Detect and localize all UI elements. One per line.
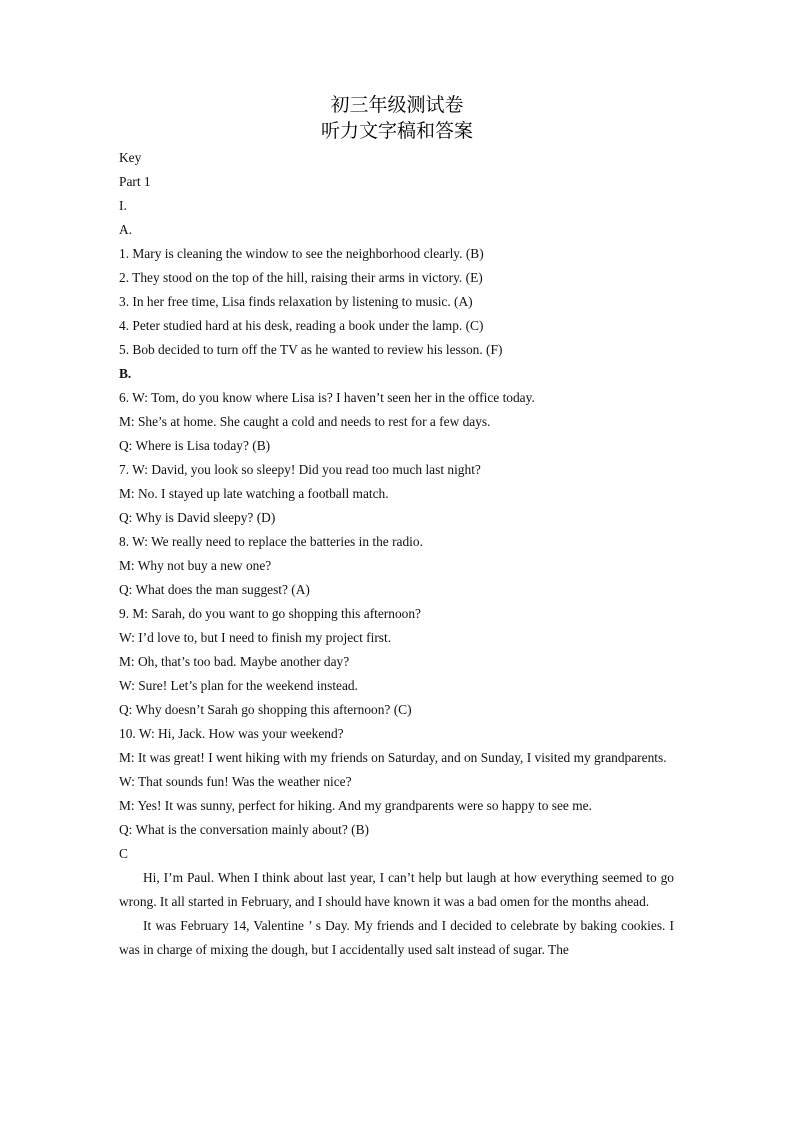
passage-paragraph-1: Hi, I’m Paul. When I think about last year, I can’t help but laugh at how everything seemed to go wrong. It all started in February, and I should have known it was a bad omen for the months ahead. — [119, 870, 674, 909]
answer-item-1: 1. Mary is cleaning the window to see the neighborhood clearly. (B) — [119, 246, 484, 261]
dialogue-line: 10. W: Hi, Jack. How was your weekend? — [119, 726, 344, 741]
answer-item-5: 5. Bob decided to turn off the TV as he wanted to review his lesson. (F) — [119, 342, 503, 357]
dialogue-line: M: She’s at home. She caught a cold and needs to rest for a few days. — [119, 414, 491, 429]
dialogue-question: Q: Why is David sleepy? (D) — [119, 510, 276, 525]
answer-item-4: 4. Peter studied hard at his desk, reading a book under the lamp. (C) — [119, 318, 484, 333]
dialogue-line-wrapped: M: It was great! I went hiking with my friends on Saturday, and on Sunday, I visited my grandparents. — [119, 750, 667, 765]
part-label: Part 1 — [119, 174, 151, 189]
document-body — [119, 146, 674, 962]
section-c-label: C — [119, 846, 128, 861]
dialogue-line: M: Yes! It was sunny, perfect for hiking. And my grandparents were so happy to see me. — [119, 798, 592, 813]
dialogue-line: 8. W: We really need to replace the batteries in the radio. — [119, 534, 423, 549]
dialogue-line: M: Why not buy a new one? — [119, 558, 272, 573]
document-title — [0, 92, 794, 144]
title-line-1: 初三年级测试卷 — [330, 94, 464, 116]
dialogue-question: Q: Where is Lisa today? (B) — [119, 438, 271, 453]
dialogue-question: Q: Why doesn’t Sarah go shopping this afternoon? (C) — [119, 702, 412, 717]
answer-item-3: 3. In her free time, Lisa finds relaxation by listening to music. (A) — [119, 294, 473, 309]
dialogue-line: M: No. I stayed up late watching a football match. — [119, 486, 389, 501]
dialogue-line: 7. W: David, you look so sleepy! Did you read too much last night? — [119, 462, 481, 477]
dialogue-question: Q: What does the man suggest? (A) — [119, 582, 310, 597]
dialogue-line: W: That sounds fun! Was the weather nice? — [119, 774, 352, 789]
key-label: Key — [119, 150, 142, 165]
dialogue-line: W: I’d love to, but I need to finish my project first. — [119, 630, 392, 645]
dialogue-line: 6. W: Tom, do you know where Lisa is? I haven’t seen her in the office today. — [119, 390, 535, 405]
section-i-label: I. — [119, 198, 127, 213]
title-line-2: 听力文字稿和答案 — [320, 120, 473, 142]
dialogue-line: 9. M: Sarah, do you want to go shopping this afternoon? — [119, 606, 421, 621]
dialogue-line: W: Sure! Let’s plan for the weekend instead. — [119, 678, 358, 693]
passage-paragraph-2: It was February 14, Valentine ’ s Day. My friends and I decided to celebrate by baking cookies. I was in charge of mixing the dough, but I accidentally used salt instead of sugar. The — [119, 918, 674, 957]
section-a-label: A. — [119, 222, 133, 237]
dialogue-question: Q: What is the conversation mainly about? (B) — [119, 822, 370, 837]
dialogue-line: M: Oh, that’s too bad. Maybe another day? — [119, 654, 350, 669]
section-b-label: B. — [119, 366, 132, 381]
answer-item-2: 2. They stood on the top of the hill, raising their arms in victory. (E) — [119, 270, 483, 285]
